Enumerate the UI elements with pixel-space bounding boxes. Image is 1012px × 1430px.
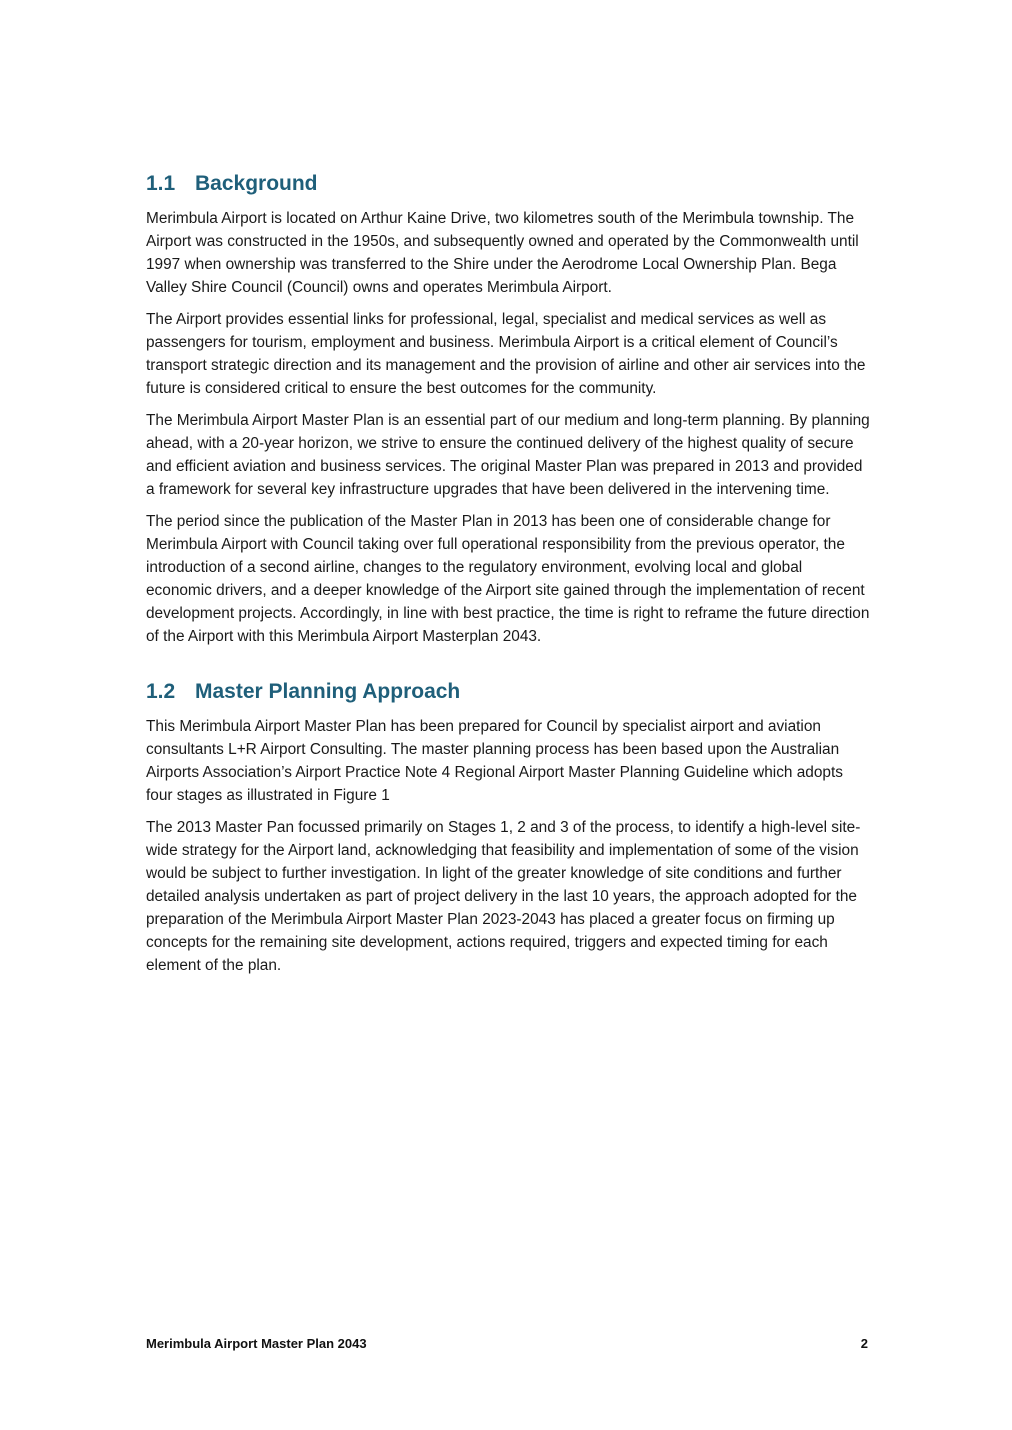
section-master-planning-approach: [146, 678, 870, 977]
paragraph: The Merimbula Airport Master Plan is an essential part of our medium and long-term planning. By planning ahead, with a 20-year horizon, we strive to ensure the continued delivery of the highest quality of secure and efficient aviation and business services. The original Master Plan was prepared in 2013 and provided a framework for several key infrastructure upgrades that have been delivered in the intervening time.: [146, 412, 870, 498]
page-number: 2: [860, 1336, 868, 1351]
section-background: [146, 170, 870, 648]
section-title: Master Planning Approach: [195, 680, 461, 703]
paragraph: The period since the publication of the Master Plan in 2013 has been one of considerable change for Merimbula Airport with Council taking over full operational responsibility from the previous operator, the introduction of a second airline, changes to the regulatory environment, evolving local and global economic drivers, and a deeper knowledge of the Airport site gained through the implementation of recent development projects. Accordingly, in line with best practice, the time is right to reframe the future direction of the Airport with this Merimbula Airport Masterplan 2043.: [146, 513, 870, 645]
section-heading: [146, 170, 870, 198]
section-title: Background: [195, 172, 318, 195]
section-number: 1.1: [146, 172, 176, 195]
paragraph: The Airport provides essential links for professional, legal, specialist and medical services as well as passengers for tourism, employment and business. Merimbula Airport is a critical element of Council’s transport strategic direction and its management and the provision of airline and other air services into the future is considered critical to ensure the best outcomes for the community.: [146, 311, 866, 397]
page-content: [146, 170, 870, 986]
paragraph: The 2013 Master Pan focussed primarily on Stages 1, 2 and 3 of the process, to identify a high-level site-wide strategy for the Airport land, acknowledging that feasibility and implementation of some of the vision would be subject to further investigation. In light of the greater knowledge of site conditions and further detailed analysis undertaken as part of project delivery in the last 10 years, the approach adopted for the preparation of the Merimbula Airport Master Plan 2023-2043 has placed a greater focus on firming up concepts for the remaining site development, actions required, triggers and expected timing for each element of the plan.: [146, 819, 861, 974]
footer-title: Merimbula Airport Master Plan 2043: [146, 1336, 367, 1351]
paragraph: Merimbula Airport is located on Arthur Kaine Drive, two kilometres south of the Merimbula township. The Airport was constructed in the 1950s, and subsequently owned and operated by the Commonwealth until 1997 when ownership was transferred to the Shire under the Aerodrome Local Ownership Plan. Bega Valley Shire Council (Council) owns and operates Merimbula Airport.: [146, 210, 859, 296]
paragraph: This Merimbula Airport Master Plan has been prepared for Council by specialist airport and aviation consultants L+R Airport Consulting. The master planning process has been based upon the Australian Airports Association’s Airport Practice Note 4 Regional Airport Master Planning Guideline which adopts four stages as illustrated in Figure 1: [146, 718, 843, 804]
section-number: 1.2: [146, 680, 176, 703]
section-heading: [146, 678, 870, 706]
page-footer: [146, 1336, 868, 1351]
